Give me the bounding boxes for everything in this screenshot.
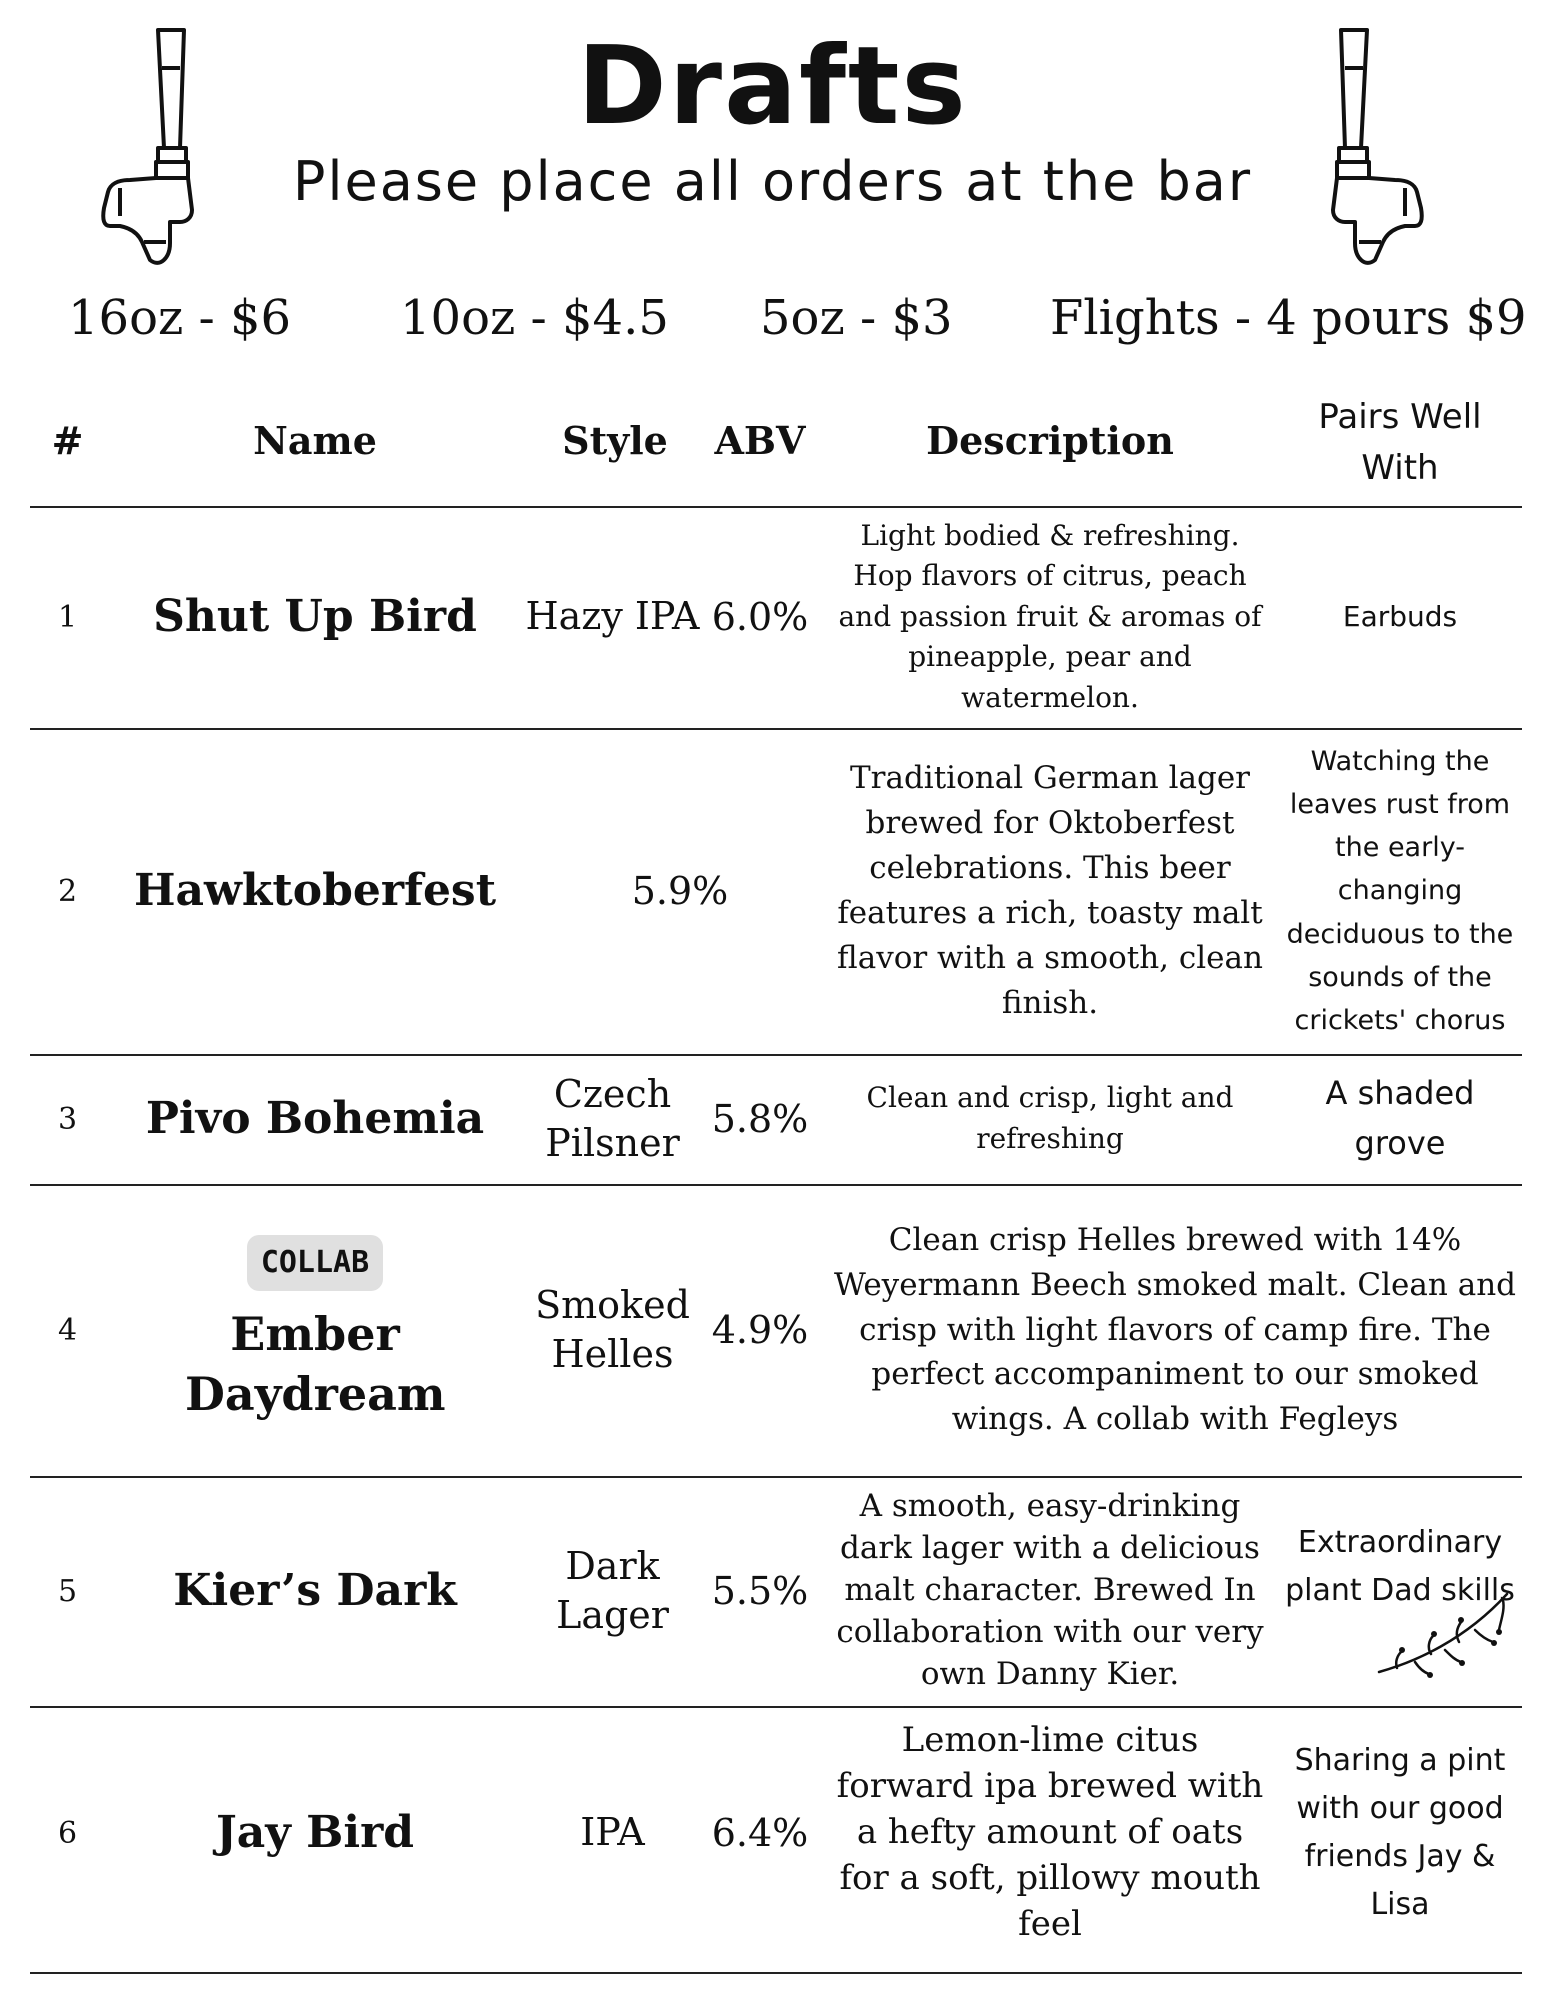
beer-name: Kier’s Dark bbox=[173, 1565, 457, 1617]
beer-style: Hazy IPA bbox=[525, 594, 700, 639]
price-5oz: 5oz - $3 bbox=[760, 290, 953, 346]
column-header-pairs: Pairs Well With bbox=[1318, 397, 1482, 488]
beer-name: Pivo Bohemia bbox=[145, 1093, 485, 1145]
beer-description: Lemon-lime citus forward ipa brewed with a hefty amount of oats for a soft, pillowy mouth feel bbox=[836, 1720, 1264, 1944]
column-header-name: Name bbox=[253, 418, 377, 463]
beer-description: A smooth, easy-drinking dark lager with a delicious malt character. Brewed In collaboration with our very own Danny Kier. bbox=[836, 1488, 1264, 1692]
beer-abv: 6.0% bbox=[711, 595, 809, 639]
price-flights: Flights - 4 pours $9 bbox=[1050, 290, 1527, 346]
beer-pairing: Watching the leaves rust from the early-changing deciduous to the sounds of the crickets' chorus bbox=[1286, 745, 1514, 1036]
beer-name: Jay Bird bbox=[215, 1807, 415, 1859]
beer-number: 6 bbox=[57, 1815, 78, 1851]
divider bbox=[30, 1972, 1522, 1974]
beer-pairing: A shaded grove bbox=[1325, 1074, 1475, 1162]
beer-name-cell bbox=[115, 1186, 515, 1474]
plant-sprig-icon bbox=[1375, 1590, 1515, 1680]
beer-description: Light bodied & refreshing. Hop flavors of citrus, peach and passion fruit & aromas of pineapple, pear and watermelon. bbox=[838, 518, 1262, 714]
beer-abv: 5.5% bbox=[711, 1569, 809, 1613]
beer-style: IPA bbox=[580, 1810, 645, 1855]
beer-description: Clean and crisp, light and refreshing bbox=[866, 1081, 1234, 1155]
beer-abv: 5.9% bbox=[631, 869, 729, 913]
beer-style: Czech Pilsner bbox=[545, 1071, 680, 1165]
page-subtitle: Please place all orders at the bar bbox=[292, 150, 1253, 213]
beer-number: 3 bbox=[57, 1101, 78, 1137]
beer-description: Traditional German lager brewed for Oktoberfest celebrations. This beer features a rich, toasty malt flavor with a smooth, clean finish. bbox=[837, 760, 1263, 1021]
beer-pairing: Sharing a pint with our good friends Jay & Lisa bbox=[1294, 1743, 1506, 1922]
beer-description: Clean crisp Helles brewed with 14% Weyermann Beech smoked malt. Clean and crisp with light flavors of camp fire. The perfect accompaniment to our smoked wings. A collab with Fegleys bbox=[834, 1221, 1516, 1438]
beer-abv: 6.4% bbox=[711, 1811, 809, 1855]
beer-name: Shut Up Bird bbox=[153, 591, 477, 643]
column-header-description: Description bbox=[926, 418, 1174, 463]
column-header-num: # bbox=[51, 418, 84, 463]
beer-number: 4 bbox=[57, 1312, 78, 1348]
column-header-abv: ABV bbox=[714, 418, 806, 463]
beer-pairing: Extraordinary plant Dad skills bbox=[1285, 1525, 1515, 1608]
beer-abv: 5.8% bbox=[711, 1097, 809, 1141]
price-list bbox=[0, 290, 1545, 360]
price-16oz: 16oz - $6 bbox=[68, 290, 292, 346]
collab-badge: COLLAB bbox=[247, 1235, 383, 1291]
page-title: Drafts bbox=[577, 24, 968, 149]
beer-style: Smoked Helles bbox=[535, 1282, 690, 1376]
column-header-style: Style bbox=[562, 418, 668, 463]
beer-number: 5 bbox=[57, 1573, 78, 1609]
beer-name: Hawktoberfest bbox=[133, 865, 497, 917]
beer-number: 1 bbox=[57, 599, 78, 635]
beer-pairing: Earbuds bbox=[1342, 600, 1458, 634]
beer-number: 2 bbox=[57, 873, 78, 909]
price-10oz: 10oz - $4.5 bbox=[400, 290, 669, 346]
beer-name: Ember Daydream bbox=[185, 1307, 446, 1421]
beer-style: Dark Lager bbox=[556, 1543, 669, 1637]
beer-abv: 4.9% bbox=[711, 1308, 809, 1352]
